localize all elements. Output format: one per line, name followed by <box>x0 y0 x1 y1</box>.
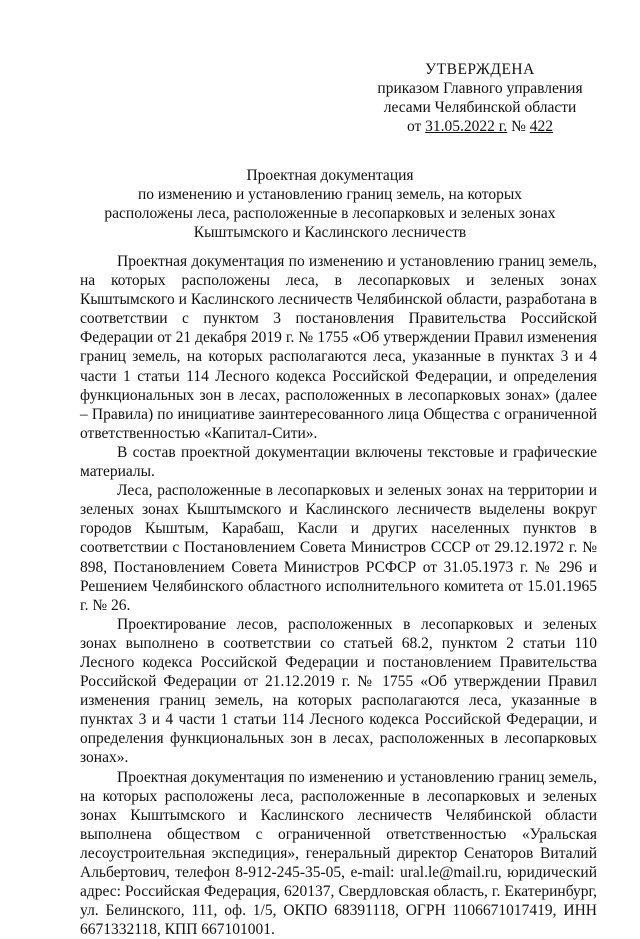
paragraph-contents: В состав проектной документации включены текстовые и графические материалы. <box>80 443 597 481</box>
approval-number-prefix: № <box>511 118 526 135</box>
approval-block <box>360 60 600 136</box>
approval-number: 422 <box>529 118 554 135</box>
approval-line-2: лесами Челябинской области <box>383 99 577 116</box>
title-line-4: Кыштымского и Каслинского лесничеств <box>193 224 467 241</box>
title-line-3: расположены леса, расположенные в лесопарковых и зеленых зонах <box>104 205 556 222</box>
approval-heading: УТВЕРЖДЕНА <box>425 61 535 78</box>
title-line-1: Проектная документация <box>246 167 414 184</box>
paragraph-forests: Леса, расположенные в лесопарковых и зеленых зонах на территории и зеленых зонах Кыштымского и Каслинского лесничеств выделены вокруг городов Кыштым, Карабаш, Касли и других населенных пунктов в соответствии с Постановлением Совета Министров СССР от 29.12.1972 г. № 898, Постановлением Совета Министров РСФСР от 31.05.1973 г. № 296 и Решением Челябинского областного исполнительного комитета от 15.01.1965 г. № 26. <box>80 482 597 614</box>
paragraph-intro: Проектная документация по изменению и установлению границ земель, на которых расположены леса, в лесопарковых и зеленых зонах Кыштымского и Каслинского лесничеств Челябинской области, разработана в соответствии с пунктом 3 постановления Правительства Российской Федерации от 21 декабря 2019 г. № 1755 «Об утверждении Правил изменения границ земель, на которых располагаются леса, указанные в пунктах 3 и 4 части 1 статьи 114 Лесного кодекса Российской Федерации, и определения функциональных зон в лесах, расположенных в лесопарковых зонах» (далее – Правила) по инициативе заинтересованного лица Общества с ограниченной ответственностью «Капитал-Сити». <box>80 253 597 442</box>
paragraph-contractor: Проектная документация по изменению и установлению границ земель, на которых расположены леса, расположенные в лесопарковых и зеленых зонах Кыштымского и Каслинского лесничеств Челябинской области выполнена обществом с ограниченной ответственностью «Уральская лесоустроительная экспедиция», генеральный директор Сенаторов Виталий Альбертович, телефон 8-912-245-35-05, e-mail: ural.le@mail.ru, юридический адрес: Российская Федерация, 620137, Свердловская область, г. Екатеринбург, ул. Белинского, 111, оф. 1/5, ОКПО 68391118, ОГРН 1106671017419, ИНН 6671332118, КПП 667101001. <box>80 768 597 939</box>
document-body <box>80 252 597 939</box>
approval-date-line <box>360 117 600 136</box>
approval-date-prefix: от <box>406 118 422 135</box>
title-line-2: по изменению и установлению границ земель, на которых <box>137 186 523 203</box>
approval-date: 31.05.2022 г. <box>425 118 508 135</box>
approval-line-1: приказом Главного управления <box>377 80 583 97</box>
document-title <box>60 166 600 242</box>
paragraph-design: Проектирование лесов, расположенных в лесопарковых и зеленых зонах выполнено в соответствии со статьей 68.2, пунктом 2 статьи 110 Лесного кодекса Российской Федерации и постановлением Правительства Российской Федерации от 21.12.2019 г. № 1755 «Об утверждении Правил изменения границ земель, на которых располагаются леса, указанные в пунктах 3 и 4 части 1 статьи 114 Лесного кодекса Российской Федерации, и определения функциональных зон в лесах, расположенных в лесопарковых зонах». <box>80 615 597 767</box>
